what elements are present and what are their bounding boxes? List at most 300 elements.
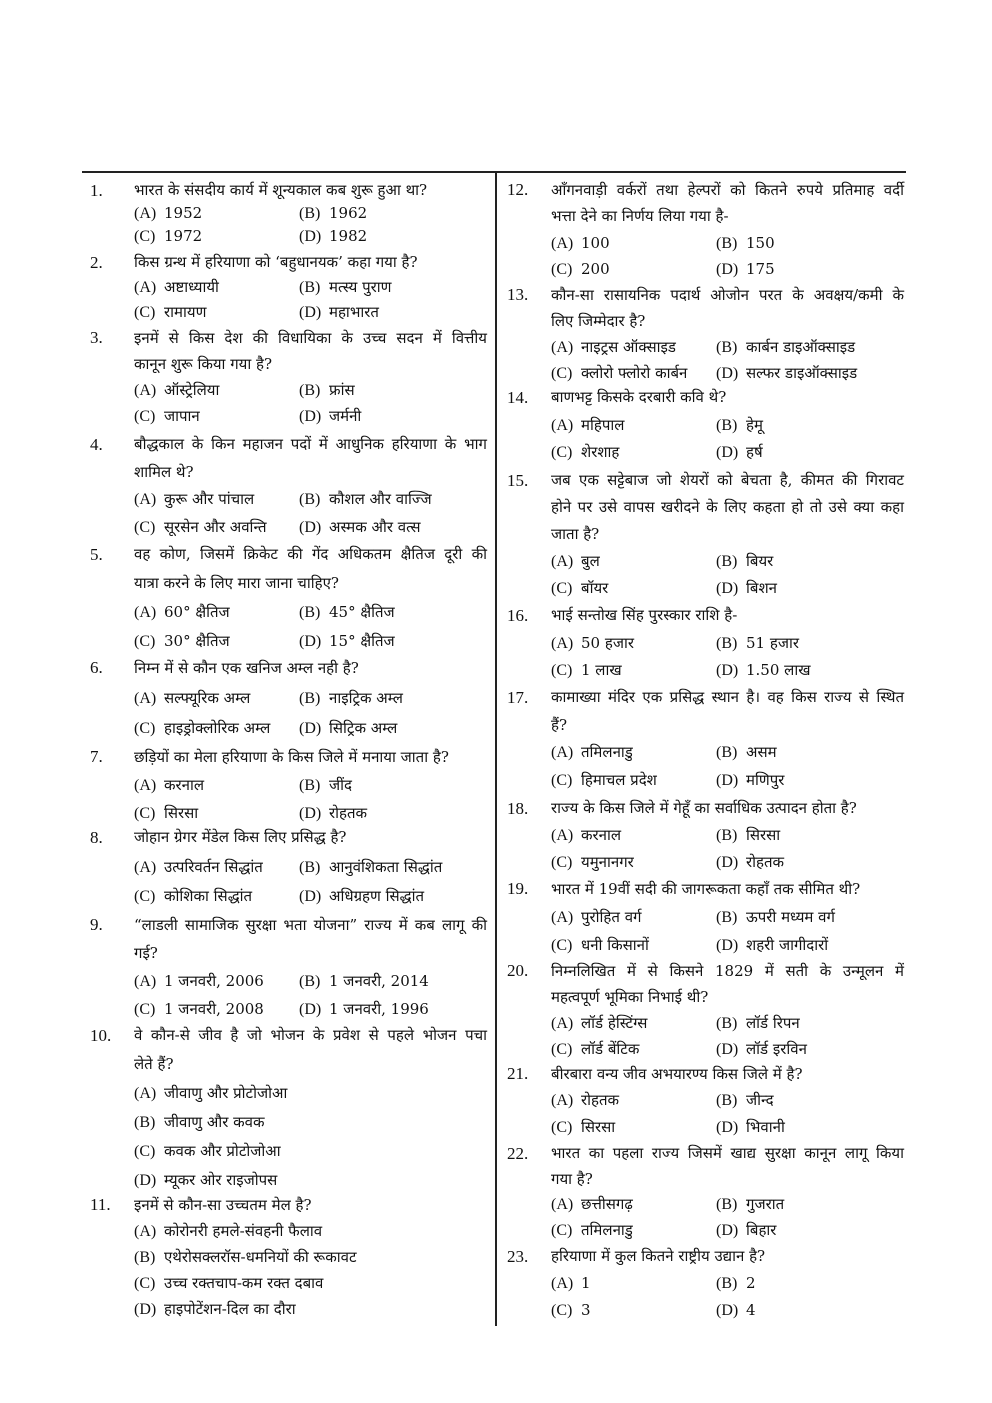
option-text: अधिग्रहण सिद्धांत (329, 887, 425, 906)
option-text: 1972 (164, 226, 203, 245)
option-text: शेरशाह (581, 443, 620, 462)
option-c[interactable] (551, 657, 622, 685)
option-text: ऑस्ट्रेलिया (164, 381, 220, 399)
option-text: 1 लाख (581, 661, 622, 680)
option-b[interactable] (716, 548, 773, 575)
option-label: (A) (551, 909, 574, 926)
option-label: (C) (551, 365, 573, 382)
option-label: (B) (716, 416, 738, 434)
option-text: रामायण (164, 302, 207, 321)
option-label: (D) (299, 805, 322, 822)
option-label: (B) (299, 278, 321, 296)
question-text: जब एक सट्टेबाज जो शेयरों को बेचता है, कीमत की गिरावट (551, 470, 904, 489)
option-text: लॉर्ड बेंटिक (581, 1040, 640, 1058)
option-label: (B) (134, 1113, 156, 1131)
question-number: 10. (90, 1025, 112, 1045)
question-number: 20. (507, 961, 529, 980)
option-label: (A) (551, 234, 574, 252)
question-text: बाणभट्ट किसके दरबारी कवि थे? (551, 388, 727, 407)
option-text: करनाल (581, 825, 622, 844)
option-b[interactable] (716, 1087, 774, 1115)
option-c[interactable] (551, 439, 619, 467)
option-text: अस्मक और वत्स (329, 517, 421, 536)
option-a[interactable] (551, 1270, 591, 1297)
option-d[interactable] (716, 657, 811, 685)
option-d[interactable] (299, 882, 424, 912)
option-text: जीन्द (746, 1091, 774, 1110)
question-text: हरियाणा में कुल कितने राष्ट्रीय उद्यान है? (551, 1246, 766, 1265)
option-text: मणिपुर (746, 770, 785, 789)
question-number: 17. (507, 688, 529, 708)
option-text: कवक और प्रोटोजोआ (164, 1141, 281, 1160)
question-text: वे कौन-से जीव है जो भोजन के प्रवेश से पहले भोजन पचा (134, 1025, 487, 1044)
option-label: (A) (551, 1274, 574, 1292)
option-text: मत्स्य पुराण (329, 277, 392, 296)
option-label: (C) (551, 1221, 573, 1239)
option-d[interactable] (716, 1297, 756, 1324)
option-label: (A) (134, 204, 157, 222)
option-text: जींद (329, 776, 352, 794)
option-label: (D) (716, 579, 739, 597)
option-b[interactable] (716, 230, 775, 258)
option-label: (A) (551, 1015, 574, 1032)
option-c[interactable] (551, 849, 634, 876)
option-label: (D) (716, 853, 739, 871)
question-text: महत्वपूर्ण भूमिका निभाई थी? (551, 988, 709, 1006)
option-label: (C) (134, 805, 156, 822)
option-label: (C) (134, 632, 156, 650)
option-text: बिशन (746, 578, 777, 597)
option-label: (B) (299, 858, 321, 876)
question-text: बीरबारा वन्य जीव अभयारण्य किस जिले में है? (551, 1064, 803, 1083)
option-label: (D) (716, 1221, 739, 1239)
option-label: (A) (134, 1223, 157, 1240)
option-text: सिरसा (164, 804, 199, 822)
option-b[interactable] (299, 275, 391, 300)
option-label: (D) (299, 227, 322, 245)
question-number: 9. (90, 915, 103, 934)
option-text: हेमू (746, 415, 763, 434)
option-d[interactable] (134, 1166, 277, 1195)
option-label: (B) (299, 777, 321, 794)
option-text: शहरी जागीदारों (746, 936, 829, 954)
question-number: 7. (90, 747, 103, 766)
option-text: 1.50 लाख (746, 661, 811, 680)
option-label: (D) (716, 1041, 739, 1058)
option-c[interactable] (551, 767, 657, 795)
option-label: (A) (134, 278, 157, 296)
question-text: भारत के संसदीय कार्य में शून्यकाल कब शुरू हुआ था? (134, 180, 428, 199)
option-text: लॉर्ड रिपन (746, 1014, 800, 1032)
option-text: 175 (746, 260, 775, 279)
option-text: रोहतक (329, 804, 368, 822)
option-text: जर्मनी (329, 407, 362, 425)
option-b[interactable] (716, 1270, 756, 1297)
question-text: कौन-सा रासायनिक पदार्थ ओजोन परत के अवक्षय/कमी के (551, 286, 904, 304)
option-b[interactable] (716, 822, 780, 849)
option-text: हाइड्रोक्लोरिक अम्ल (164, 719, 271, 737)
option-a[interactable] (551, 1192, 633, 1218)
question-text: भाई सन्तोख सिंह पुरस्कार राशि है- (551, 606, 738, 625)
option-text: जीवाणु और कवक (164, 1112, 265, 1131)
option-text: बियर (746, 551, 774, 570)
option-a[interactable] (134, 1218, 322, 1245)
column-divider (495, 172, 497, 1326)
option-text: 4 (746, 1300, 756, 1319)
option-d[interactable] (716, 1036, 807, 1063)
option-text: 1952 (164, 203, 203, 222)
option-d[interactable] (716, 360, 857, 387)
question-text: हैं? (551, 715, 568, 734)
option-label: (A) (134, 858, 157, 876)
option-label: (B) (299, 603, 321, 621)
option-label: (B) (716, 744, 738, 762)
option-b[interactable] (299, 853, 442, 883)
option-label: (A) (551, 1092, 574, 1110)
option-label: (D) (716, 444, 739, 462)
question-number: 5. (90, 544, 103, 564)
question-text: निम्न में से कौन एक खनिज अम्ल नही है? (134, 659, 359, 677)
option-text: लॉर्ड इरविन (746, 1040, 807, 1058)
question-text: वह कोण, जिसमें क्रिकेट की गेंद अधिकतम क्षैतिज दूरी की (134, 544, 487, 563)
question-number: 1. (90, 180, 103, 200)
option-a[interactable] (134, 275, 219, 300)
option-c[interactable] (551, 575, 608, 602)
option-a[interactable] (134, 771, 204, 800)
option-label: (D) (299, 303, 322, 321)
option-b[interactable] (716, 1010, 800, 1037)
option-d[interactable] (716, 931, 828, 960)
option-label: (A) (134, 1084, 157, 1102)
question-number: 2. (90, 252, 103, 272)
option-label: (C) (551, 444, 573, 462)
option-label: (B) (716, 234, 738, 252)
question-number: 14. (507, 388, 529, 408)
option-text: धनी किसानों (581, 936, 649, 954)
option-c[interactable] (134, 713, 270, 744)
option-text: असम (746, 743, 777, 762)
option-label: (B) (299, 973, 321, 990)
option-text: सल्फर डाइऑक्साइड (746, 364, 858, 382)
option-b[interactable] (299, 771, 352, 800)
option-a[interactable] (134, 1079, 287, 1108)
question-text: इनमें से कौन-सा उच्चतम मेल है? (134, 1196, 312, 1214)
option-text: 1 जनवरी, 2014 (329, 972, 429, 990)
question-number: 22. (507, 1144, 529, 1164)
option-text: लॉर्ड हेस्टिंग्स (581, 1014, 648, 1032)
option-text: 2 (746, 1273, 756, 1292)
option-text: रोहतक (746, 852, 785, 871)
option-b[interactable] (299, 967, 429, 996)
option-text: अष्टाध्यायी (164, 277, 219, 296)
option-label: (C) (134, 227, 156, 245)
option-d[interactable] (716, 849, 784, 876)
option-label: (B) (299, 204, 321, 222)
option-label: (C) (551, 771, 573, 789)
option-c[interactable] (551, 1297, 591, 1324)
option-label: (B) (716, 634, 738, 652)
option-text: आनुवंशिकता सिद्धांत (329, 857, 443, 876)
option-label: (D) (134, 1301, 157, 1318)
option-c[interactable] (134, 1137, 281, 1166)
option-d[interactable] (134, 1296, 296, 1323)
option-label: (A) (551, 339, 574, 356)
option-label: (A) (134, 690, 157, 707)
option-a[interactable] (551, 334, 676, 361)
option-a[interactable] (134, 486, 254, 514)
option-label: (C) (134, 720, 156, 737)
option-a[interactable] (134, 598, 230, 627)
option-text: नाइट्रिक अम्ल (329, 689, 403, 707)
option-b[interactable] (299, 202, 367, 225)
option-text: गुजरात (746, 1195, 785, 1214)
option-b[interactable] (134, 1108, 264, 1137)
option-a[interactable] (134, 967, 264, 996)
option-text: कोशिका सिद्धांत (164, 887, 253, 906)
option-label: (D) (299, 518, 322, 536)
option-a[interactable] (134, 683, 250, 714)
option-a[interactable] (551, 1010, 647, 1037)
option-text: सिरसा (746, 825, 781, 844)
option-d[interactable] (299, 514, 421, 542)
option-label: (A) (551, 416, 574, 434)
option-label: (A) (134, 491, 157, 509)
option-d[interactable] (299, 713, 397, 744)
question-text: जोहान ग्रेगर मेंडेल किस लिए प्रसिद्ध है? (134, 828, 347, 847)
top-rule (82, 171, 906, 173)
option-a[interactable] (551, 630, 634, 658)
option-label: (B) (716, 1015, 738, 1032)
option-c[interactable] (551, 1218, 633, 1244)
question-number: 8. (90, 828, 103, 848)
option-d[interactable] (299, 300, 379, 325)
option-c[interactable] (551, 360, 687, 387)
option-label: (A) (134, 973, 157, 990)
question-number: 15. (507, 470, 529, 490)
option-label: (D) (716, 365, 739, 382)
option-b[interactable] (299, 486, 432, 514)
option-c[interactable] (134, 882, 252, 912)
option-c[interactable] (551, 256, 610, 284)
option-label: (A) (134, 382, 157, 399)
option-a[interactable] (134, 853, 263, 883)
question-number: 11. (90, 1195, 111, 1214)
option-label: (B) (299, 382, 321, 399)
option-text: सिरसा (581, 1117, 616, 1136)
option-text: सिट्रिक अम्ल (329, 719, 398, 737)
option-label: (B) (716, 826, 738, 844)
option-c[interactable] (551, 1036, 639, 1063)
option-label: (B) (716, 552, 738, 570)
option-c[interactable] (134, 1270, 323, 1297)
option-c[interactable] (134, 403, 200, 430)
option-label: (D) (716, 662, 739, 680)
option-b[interactable] (716, 630, 799, 658)
option-text: म्यूकर ओर राइजोपस (164, 1170, 278, 1189)
option-text: 1 जनवरी, 1996 (329, 1000, 429, 1018)
option-label: (D) (299, 1001, 322, 1018)
question-text: गई? (134, 944, 158, 962)
question-text: भत्ता देने का निर्णय लिया गया है- (551, 207, 729, 226)
option-text: क्लोरो फ्लोरो कार्बन (581, 364, 688, 382)
option-b[interactable] (299, 683, 403, 714)
option-text: हाइपोटेंशन-दिल का दौरा (164, 1300, 296, 1318)
option-d[interactable] (716, 439, 763, 467)
option-label: (C) (134, 1275, 156, 1292)
question-text: बौद्धकाल के किन महाजन पदों में आधुनिक हरियाणा के भाग (134, 435, 487, 454)
option-d[interactable] (716, 575, 777, 602)
option-text: 1962 (329, 203, 368, 222)
option-b[interactable] (716, 334, 855, 361)
question-text: यात्रा करने के लिए मारा जाना चाहिए? (134, 573, 339, 592)
option-label: (C) (551, 1118, 573, 1136)
question-text: राज्य के किस जिले में गेहूँ का सर्वाधिक उत्पादन होता है? (551, 798, 857, 817)
question-number: 4. (90, 435, 103, 455)
option-text: 1982 (329, 226, 368, 245)
option-c[interactable] (551, 1114, 615, 1142)
option-text: 15° क्षैतिज (329, 631, 395, 650)
option-text: 3 (581, 1300, 591, 1319)
option-b[interactable] (299, 598, 395, 627)
option-c[interactable] (134, 514, 267, 542)
question-text: इनमें से किस देश की विधायिका के उच्च सदन में वित्तीय (134, 329, 487, 347)
option-b[interactable] (299, 377, 355, 404)
option-label: (B) (134, 1249, 156, 1266)
option-label: (C) (134, 1001, 156, 1018)
option-c[interactable] (551, 931, 649, 960)
question-text: कामाख्या मंदिर एक प्रसिद्ध स्थान है। वह किस राज्य से स्थित (551, 688, 904, 707)
option-label: (D) (716, 937, 739, 954)
option-label: (D) (299, 632, 322, 650)
option-label: (C) (551, 579, 573, 597)
option-label: (C) (134, 1142, 156, 1160)
option-label: (D) (716, 261, 739, 279)
option-b[interactable] (716, 903, 835, 932)
option-d[interactable] (716, 767, 784, 795)
option-a[interactable] (551, 1087, 619, 1115)
option-text: जीवाणु और प्रोटोजोआ (164, 1083, 288, 1102)
option-text: 50 हजार (581, 633, 634, 652)
option-label: (C) (134, 518, 156, 536)
option-text: 60° क्षैतिज (164, 602, 230, 621)
option-label: (C) (551, 261, 573, 279)
question-text: लेते हैं? (134, 1054, 174, 1073)
option-label: (B) (716, 1196, 738, 1214)
option-text: महाभारत (329, 302, 379, 321)
option-label: (D) (716, 771, 739, 789)
question-text: आँगनवाड़ी वर्करों तथा हेल्परों को कितने रुपये प्रतिमाह वर्दी (551, 180, 904, 199)
option-text: कार्बन डाइऑक्साइड (746, 338, 856, 356)
option-text: हिमाचल प्रदेश (581, 770, 657, 789)
option-label: (C) (134, 888, 156, 906)
option-b[interactable] (716, 412, 763, 440)
option-text: उत्परिवर्तन सिद्धांत (164, 857, 263, 876)
option-text: कुरू और पांचाल (164, 490, 255, 509)
option-label: (B) (299, 690, 321, 707)
option-d[interactable] (299, 627, 395, 656)
option-d[interactable] (299, 403, 361, 430)
option-a[interactable] (551, 903, 642, 932)
option-text: सल्फ्यूरिक अम्ल (164, 689, 251, 707)
option-a[interactable] (551, 230, 610, 258)
option-text: 45° क्षैतिज (329, 602, 395, 621)
option-c[interactable] (134, 225, 202, 248)
option-a[interactable] (134, 202, 202, 225)
question-text: “लाडली सामाजिक सुरक्षा भता योजना” राज्य में कब लागू की (134, 916, 487, 934)
question-number: 21. (507, 1063, 529, 1083)
option-text: 30° क्षैतिज (164, 631, 230, 650)
option-label: (C) (551, 937, 573, 954)
question-number: 12. (507, 179, 529, 199)
option-label: (A) (551, 634, 574, 652)
option-d[interactable] (299, 225, 367, 248)
option-a[interactable] (551, 739, 633, 767)
option-label: (C) (551, 853, 573, 871)
option-label: (A) (551, 552, 574, 570)
option-b[interactable] (716, 1192, 784, 1218)
option-label: (A) (134, 603, 157, 621)
option-b[interactable] (134, 1244, 357, 1271)
option-text: हर्ष (746, 443, 763, 462)
option-text: पुरोहित वर्ग (581, 908, 642, 926)
option-a[interactable] (551, 822, 621, 849)
question-number: 6. (90, 658, 103, 677)
question-text: कानून शुरू किया गया है? (134, 355, 273, 373)
question-text: निम्नलिखित में से किसने 1829 में सती के उन्मूलन में (551, 962, 904, 980)
option-text: एथेरोसक्लरॉस-धमनियों की रूकावट (164, 1248, 357, 1266)
option-label: (A) (551, 826, 574, 844)
option-text: तमिलनाडु (581, 1220, 633, 1239)
option-c[interactable] (134, 627, 230, 656)
option-text: बुल (581, 551, 600, 570)
option-text: ऊपरी मध्यम वर्ग (746, 908, 835, 926)
option-label: (D) (299, 720, 322, 737)
question-number: 18. (507, 798, 529, 818)
option-a[interactable] (551, 548, 600, 575)
option-label: (D) (716, 1118, 739, 1136)
option-text: कौशल और वाज्जि (329, 490, 432, 509)
option-a[interactable] (551, 412, 624, 440)
option-label: (D) (299, 888, 322, 906)
option-text: फ्रांस (329, 381, 355, 399)
option-a[interactable] (134, 377, 219, 404)
option-text: नाइट्रस ऑक्साइड (581, 338, 676, 356)
option-text: बिहार (746, 1220, 777, 1239)
option-d[interactable] (716, 256, 775, 284)
option-d[interactable] (716, 1218, 776, 1244)
option-label: (A) (134, 777, 157, 794)
option-text: कोरोनरी हमले-संवहनी फैलाव (164, 1222, 323, 1240)
option-label: (A) (551, 1196, 574, 1214)
question-number: 13. (507, 285, 529, 304)
question-text: भारत में 19वीं सदी की जागरूकता कहाँ तक सीमित थी? (551, 880, 861, 898)
option-text: रोहतक (581, 1091, 620, 1110)
option-c[interactable] (134, 300, 206, 325)
option-d[interactable] (716, 1114, 785, 1142)
question-number: 23. (507, 1246, 529, 1266)
option-b[interactable] (716, 739, 777, 767)
option-text: 150 (746, 233, 775, 252)
question-text: छड़ियों का मेला हरियाणा के किस जिले में मनाया जाता है? (134, 748, 449, 766)
question-text: जाता है? (551, 524, 600, 543)
question-text: लिए जिम्मेदार है? (551, 312, 646, 330)
option-label: (B) (716, 1092, 738, 1110)
option-label: (C) (551, 662, 573, 680)
option-label: (C) (134, 303, 156, 321)
option-label: (B) (716, 339, 738, 356)
option-text: 1 जनवरी, 2006 (164, 972, 264, 990)
option-text: यमुनानगर (581, 852, 634, 871)
